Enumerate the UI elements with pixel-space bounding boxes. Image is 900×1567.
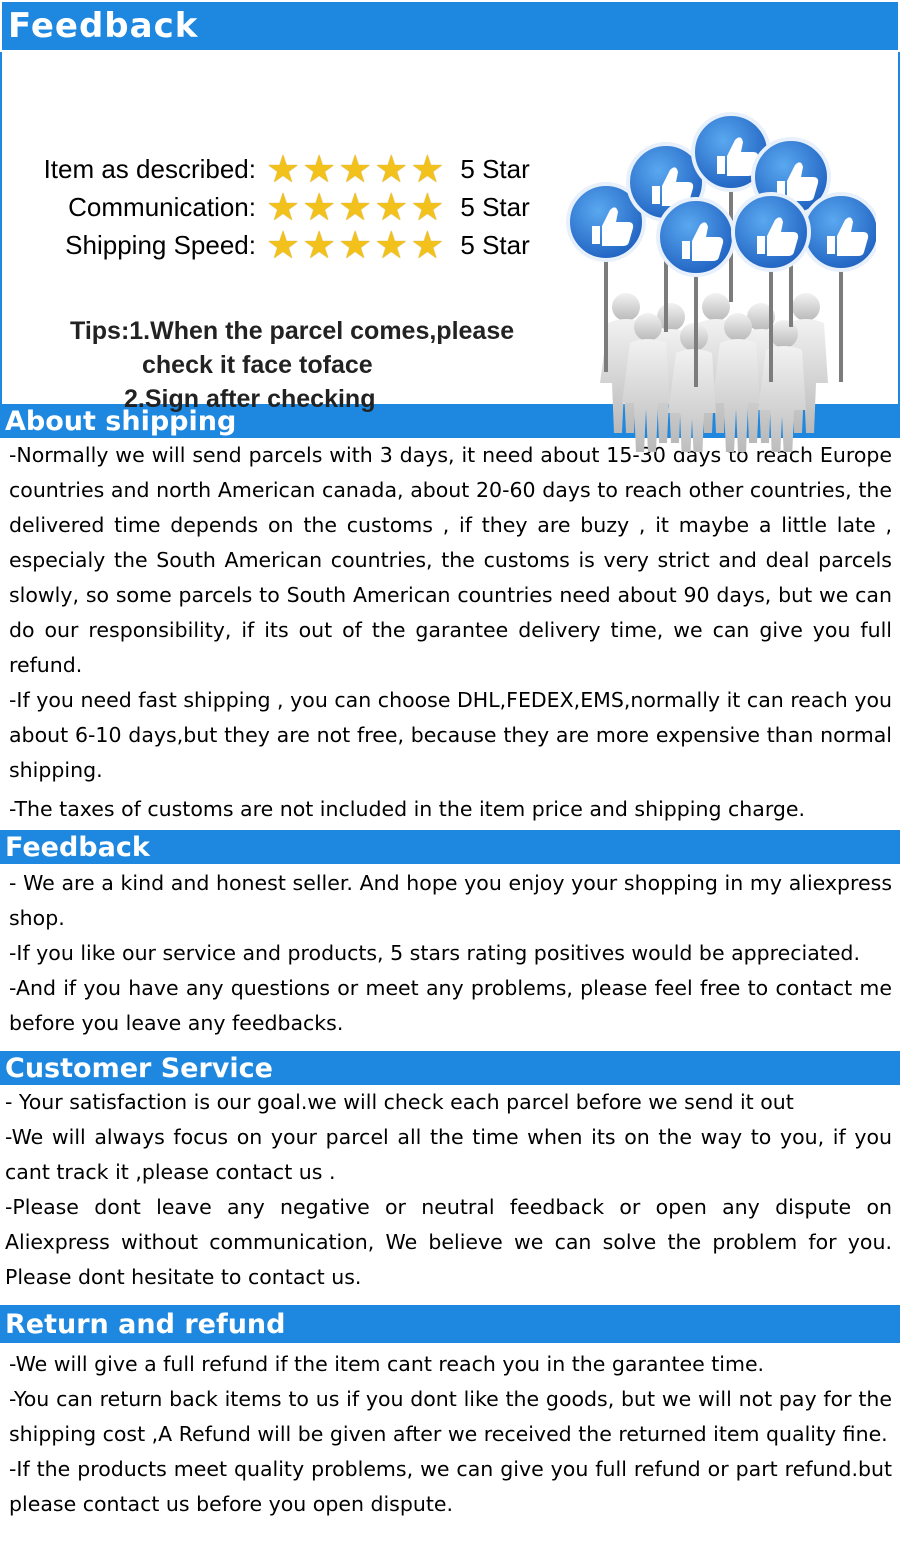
five-star-icon: ★ ★ ★ ★ ★ bbox=[266, 223, 445, 267]
customer-service-section bbox=[0, 1085, 900, 1295]
ratings-banner bbox=[0, 52, 900, 413]
section-paragraph: -Normally we will send parcels with 3 days, it need about 15-30 days to reach Europe countries and north American canada, about 20-60 days to reach other countries, the delivered time depends on the customs , if they are buzy , it maybe a little late , especialy the South American countries, the customs is very strict and deal parcels slowly, so some parcels to South American countries need about 90 days, but we can do our responsibility, if its out of the garantee delivery time, we can give you full refund. bbox=[9, 443, 892, 677]
return-refund-section bbox=[0, 1343, 900, 1522]
section-paragraph: - We are a kind and honest seller. And hope you enjoy your shopping in my aliexpress shop. bbox=[9, 871, 892, 930]
section-paragraph: -The taxes of customs are not included in the item price and shipping charge. bbox=[9, 797, 806, 821]
tips-line: check it face toface bbox=[142, 351, 373, 379]
section-paragraph: -If the products meet quality problems, we can give you full refund or part refund.but please contact us before you open dispute. bbox=[9, 1457, 892, 1516]
about-shipping-section bbox=[0, 438, 900, 830]
section-paragraph: -We will always focus on your parcel all the time when its on the way to you, if you cant track it ,please contact us . bbox=[5, 1125, 892, 1184]
ratings-list bbox=[32, 147, 530, 267]
rating-label: Communication: bbox=[68, 191, 256, 222]
tips-line: 2.Sign after checking bbox=[124, 385, 376, 413]
section-paragraph: -If you like our service and products, 5 stars rating positives would be appreciated. bbox=[9, 941, 860, 965]
rating-label: Item as described: bbox=[43, 153, 256, 184]
feedback-header: Feedback bbox=[0, 830, 900, 864]
rating-label: Shipping Speed: bbox=[65, 229, 256, 260]
thumbs-up-crowd-illustration bbox=[566, 112, 876, 452]
page-title: Feedback bbox=[0, 0, 900, 52]
section-paragraph: - Your satisfaction is our goal.we will check each parcel before we send it out bbox=[5, 1090, 794, 1114]
section-paragraph: -You can return back items to us if you dont like the goods, but we will not pay for the shipping cost ,A Refund will be given after we received the returned item quality fine. bbox=[9, 1387, 892, 1446]
five-star-icon: ★ ★ ★ ★ ★ bbox=[266, 185, 445, 229]
section-paragraph: -If you need fast shipping , you can choose DHL,FEDEX,EMS,normally it can reach you about 6-10 days,but they are not free, because they are more expensive than normal shipping. bbox=[9, 688, 892, 782]
section-paragraph: -And if you have any questions or meet any problems, please feel free to contact me before you leave any feedbacks. bbox=[9, 976, 892, 1035]
section-paragraph: -Please dont leave any negative or neutral feedback or open any dispute on Aliexpress without communication, We believe we can solve the problem for you. Please dont hesitate to contact us. bbox=[5, 1195, 892, 1289]
tips-line: Tips:1.When the parcel comes,please bbox=[70, 317, 515, 345]
section-paragraph: -We will give a full refund if the item cant reach you in the garantee time. bbox=[9, 1352, 765, 1376]
rating-row bbox=[32, 185, 530, 229]
rating-value: 5 Star bbox=[460, 153, 530, 184]
rating-row bbox=[32, 147, 530, 191]
rating-value: 5 Star bbox=[460, 191, 530, 222]
tips-text bbox=[70, 314, 514, 416]
five-star-icon: ★ ★ ★ ★ ★ bbox=[266, 147, 445, 191]
customer-service-header: Customer Service bbox=[0, 1051, 900, 1085]
rating-value: 5 Star bbox=[460, 229, 530, 260]
rating-row bbox=[32, 223, 530, 267]
feedback-section bbox=[0, 864, 900, 1041]
about-shipping-header: About shipping bbox=[0, 404, 900, 438]
return-refund-header: Return and refund bbox=[0, 1305, 900, 1343]
